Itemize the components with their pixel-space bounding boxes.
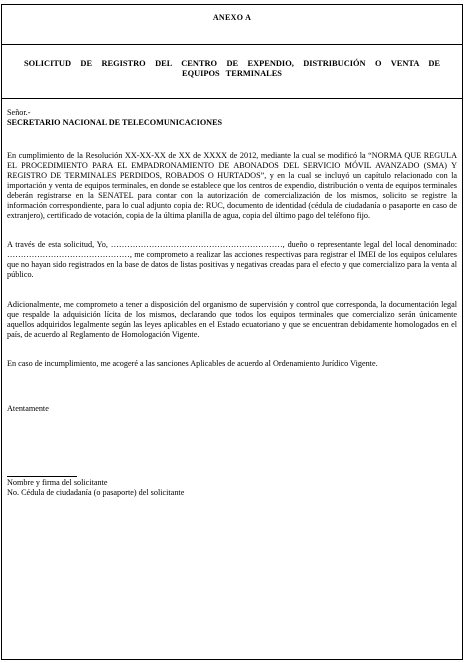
document-frame xyxy=(1,4,463,660)
paragraph-sanctions: En caso de incumplimiento, me acogeré a las sanciones Aplicables de acuerdo al Ordenamiento Jurídico Vigente. xyxy=(7,359,378,368)
signature-line xyxy=(7,476,77,477)
signature-name-label: Nombre y firma del solicitante xyxy=(7,478,108,487)
closing: Atentamente xyxy=(7,404,49,413)
annex-header xyxy=(2,5,462,45)
letter-body xyxy=(2,108,462,498)
paragraph-resolution: En cumplimiento de la Resolución XX-XX-XX de XX de XXXX de 2012, mediante la cual se modificó la “NORMA QUE REGULA EL PROCEDIMIENTO PARA EL EMPADRONAMIENTO DE ABONADOS DEL SERVICIO MÓVIL AVANZADO (SMA) Y REGISTRO DE TERMINALES PERDIDOS, ROBADOS O HURTADOS”, y en la cual se incluyó un capítulo relacionado con la importación y venta de equipos terminales, en donde se establece que los centros de expendio, distribución o venta de equipos terminales deberán registrarse en la SENATEL para contar con la autorización de comercialización de los mismos, solicito se registre la información correspondiente, para lo cual adjunto copia de: RUC, documento de identidad (cédula de ciudadanía o pasaporte en caso de extranjero), certificado de votación, copia de la última planilla de agua, copia del último pago del teléfono fijo. xyxy=(7,151,457,220)
addressee: SECRETARIO NACIONAL DE TELECOMUNICACIONES xyxy=(7,118,223,127)
paragraph-additional: Adicionalmente, me comprometo a tener a disposición del organismo de supervisión y control que corresponda, la documentación legal que respalde la adquisición lícita de los mismos, declarando que todos los equipos terminales que comercializo serán únicamente aquellos adquiridos legalmente según las leyes aplicables en el Estado ecuatoriano y que se encuentran debidamente homologados en el país, de acuerdo al Reglamento de Homologación Vigente. xyxy=(7,300,457,339)
salutation: Señor.- xyxy=(7,108,31,117)
signature-id-label: No. Cédula de ciudadanía (o pasaporte) del solicitante xyxy=(7,488,185,497)
form-title: SOLICITUD DE REGISTRO DEL CENTRO DE EXPENDIO, DISTRIBUCIÓN O VENTA DE EQUIPOS TERMINALES xyxy=(2,45,462,99)
annex-label: ANEXO A xyxy=(212,13,252,22)
paragraph-commitment: A través de esta solicitud, Yo, ………………………………………………………, dueño o representante legal del local denominado: ………………………………………, me comprometo a realizar las acciones respectivas para registrar el IMEI de los equipos celulares que no hayan sido registrados en la base de datos de listas positivas y negativas creadas para el efecto y que comercializo para la venta al público. xyxy=(7,240,457,279)
